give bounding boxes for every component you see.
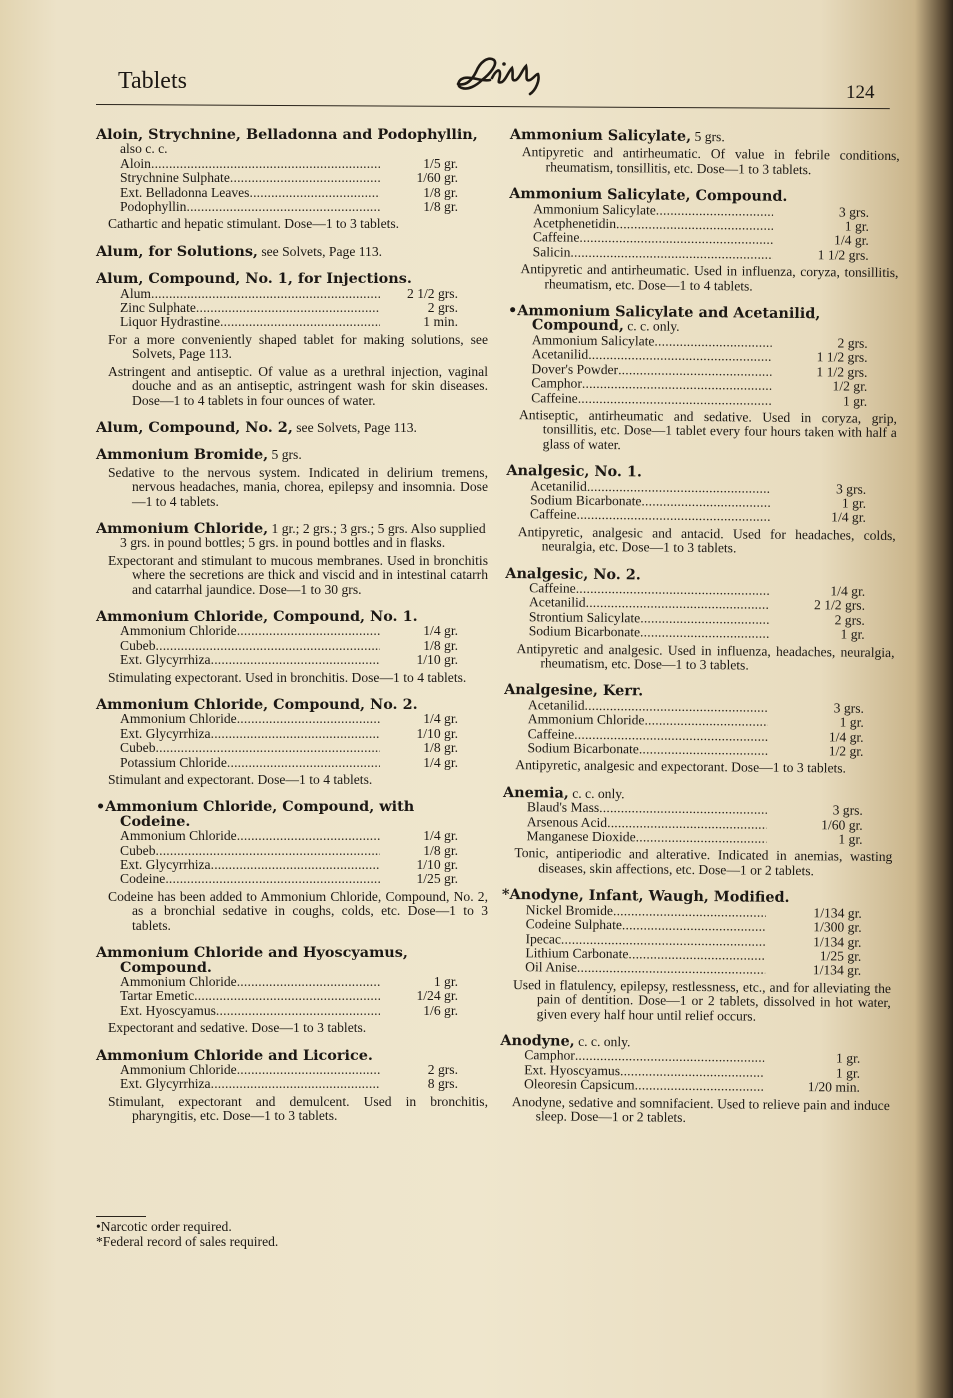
ingredient-row (530, 508, 896, 526)
ingredient-name: Ammonium Salicylate (531, 332, 655, 349)
entry-description: Sedative to the nervous system. Indicated in delirium tremens, nervous headaches, mania, chorea, epilepsy and insomnia. Dose—1 to 4 tablets. (108, 464, 488, 509)
ingredient-name: Acetanilid (530, 477, 587, 494)
leader-dots (156, 639, 381, 653)
ingredient-name: Codeine Sulphate (525, 916, 623, 933)
ingredient-amount: 1 gr. (836, 1050, 861, 1067)
footnote-narcotic: •Narcotic order required. (96, 1219, 232, 1234)
ingredient-row (527, 741, 893, 759)
leader-dots (220, 315, 380, 329)
ingredient-row (120, 315, 488, 329)
ingredient-amount: 1/8 gr. (423, 740, 458, 756)
ingredient-name: Cubeb (120, 637, 156, 653)
ingredient-row (531, 391, 897, 409)
leader-dots (620, 1064, 764, 1080)
ingredient-amount: 2 grs. (427, 300, 458, 316)
entry-title: Ammonium Salicylate, Compound. (509, 185, 788, 206)
page-number: 124 (846, 82, 875, 103)
tablet-entry (500, 1031, 891, 1128)
leader-dots (576, 508, 770, 524)
ingredient-amount: 1/2 gr. (828, 743, 864, 759)
tablet-entry (504, 564, 895, 675)
leader-dots (639, 742, 768, 758)
ingredient-name: Ext. Glycyrrhiza (120, 857, 211, 873)
entry-description: Stimulant, expectorant and demulcent. Used in bronchitis, pharyngitis, etc. Dose—1 to 3 tablets. (108, 1093, 488, 1124)
entry-heading (96, 946, 488, 975)
left-column (96, 128, 488, 1137)
ingredient-name: Alum (120, 285, 151, 301)
tablet-entry (96, 519, 488, 597)
entry-note: c. c. only. (578, 1033, 631, 1050)
entry-title: Analgesic, No. 2. (505, 564, 641, 583)
entry-heading (96, 448, 488, 462)
ingredient-row (120, 200, 488, 214)
ingredient-name: Arsenous Acid (526, 813, 608, 830)
entry-description: Cathartic and hepatic stimulant. Dose—1 to 3 tablets. (108, 216, 400, 232)
leader-dots (237, 624, 380, 638)
right-column (499, 128, 900, 1140)
ingredient-amount: 1/2 gr. (832, 378, 868, 394)
ingredient-amount: 1/4 gr. (828, 728, 864, 745)
tablet-entry (507, 304, 899, 455)
ingredient-amount: 1/8 gr. (423, 199, 458, 215)
entry-heading (96, 607, 488, 625)
ingredient-amount: 1/24 gr. (416, 988, 458, 1004)
leader-dots (227, 756, 380, 770)
leader-dots (211, 1077, 380, 1091)
entry-description: Antipyretic and antirheumatic. Used in influenza, coryza, tonsillitis, rheumatism, etc. Dose—1 to 4 tablets. (520, 261, 899, 294)
ingredient-row (120, 624, 488, 638)
tablet-entry (502, 783, 893, 880)
ingredient-name: Ammonium Salicylate (533, 200, 656, 218)
leader-dots (211, 653, 380, 667)
entry-heading (96, 242, 488, 260)
ingredient-name: Ammonium Chloride (120, 623, 237, 639)
ingredient-amount: 2 1/2 grs. (407, 285, 458, 301)
entry-description: Expectorant and sedative. Dose—1 to 3 tablets. (108, 1020, 367, 1036)
entry-note: c. c. only. (572, 785, 625, 802)
entry-note: also c. c. (120, 141, 168, 157)
entry-description: Stimulant and expectorant. Dose—1 to 4 tablets. (108, 772, 373, 788)
ingredient-row (120, 653, 488, 667)
ingredient-amount: 1/6 gr. (423, 1002, 458, 1018)
ingredient-row (120, 171, 488, 185)
ingredient-amount: 1/4 gr. (423, 711, 458, 727)
ingredient-amount: 1/134 gr. (813, 904, 862, 921)
entry-title: •Ammonium Salicylate and Acetanilid, Compound, (507, 302, 821, 335)
ingredient-row (120, 756, 488, 770)
entry-description: Codeine has been added to Ammonium Chloride, Compound, No. 2, as a bronchial sedative in coughs, colds, etc. Dose—1 to 3 tablets. (108, 888, 488, 933)
ingredient-row (529, 624, 895, 642)
entry-title: Alum, for Solutions, (96, 242, 258, 260)
leader-dots (636, 830, 767, 846)
leader-dots (216, 1004, 380, 1018)
ingredient-amount: 1/8 gr. (423, 842, 458, 858)
ingredient-name: Blaud's Mass (526, 799, 600, 816)
section-title: Tablets (118, 68, 187, 94)
ingredient-row (120, 727, 488, 741)
ingredient-name: Ammonium Chloride (120, 973, 237, 989)
ingredient-name: Ext. Hyoscyamus (120, 1002, 216, 1018)
ingredient-row (525, 961, 891, 979)
ingredient-name: Ammonium Chloride (120, 828, 237, 844)
ingredient-amount: 1 1/2 grs. (816, 349, 868, 366)
leader-dots (640, 611, 769, 627)
ingredient-name: Acetphenetidin (532, 215, 617, 232)
ingredient-name: Strontium Salicylate (528, 609, 641, 626)
entry-title: Anodyne, (500, 1031, 575, 1050)
entry-title: Ammonium Chloride, Compound, No. 2. (96, 696, 418, 713)
entry-description: For a more conveniently shaped tablet for making solutions, see Solvets, Page 113. (108, 331, 488, 362)
tablet-entry (96, 128, 488, 232)
entry-note: see Solvets, Page 113. (296, 419, 417, 435)
ingredient-amount: 3 grs. (835, 480, 867, 497)
entry-heading (96, 418, 488, 436)
ingredient-amount: 1/4 gr. (423, 754, 458, 770)
ingredient-row (120, 989, 488, 1003)
entry-heading (96, 519, 488, 551)
tablet-entry (96, 800, 488, 933)
lilly-logo (452, 50, 546, 100)
ingredient-name: Sodium Bicarbonate (530, 492, 642, 509)
ingredient-amount: 1/4 gr. (831, 509, 867, 526)
ingredient-amount: 1 min. (423, 314, 458, 330)
tablet-entry (508, 187, 899, 295)
entry-note: c. c. only. (627, 318, 680, 335)
ingredient-name: Caffeine (532, 229, 580, 246)
ingredient-amount: 1/4 gr. (423, 623, 458, 639)
entry-heading (96, 272, 488, 286)
ingredient-name: Dover's Powder (531, 360, 619, 377)
leader-dots (151, 287, 380, 301)
ingredient-name: Podophyllin (120, 199, 187, 215)
ingredient-row (120, 829, 488, 843)
entry-title: Ammonium Chloride and Licorice. (96, 1046, 373, 1064)
ingredient-row (533, 245, 899, 263)
ingredient-name: Nickel Bromide (525, 901, 614, 918)
ingredient-amount: 1/134 gr. (812, 962, 862, 979)
ingredient-amount: 3 grs. (832, 802, 863, 818)
ingredient-name: Acetanilid (527, 697, 585, 713)
ingredient-name: Ammonium Chloride (120, 711, 237, 727)
tablet-entry (96, 1046, 488, 1124)
tablet-entry (96, 946, 488, 1035)
entry-note: see Solvets, Page 113. (261, 243, 383, 259)
leader-dots (237, 829, 380, 843)
ingredient-amount: 1/8 gr. (423, 637, 458, 653)
ingredient-amount: 1 1/2 grs. (816, 363, 868, 380)
entry-heading (510, 128, 900, 146)
entry-description: Antipyretic and analgesic. Used in influenza, headaches, neuralgia, rheumatism, etc. Dose—1 to 3 tablets. (516, 640, 895, 673)
entry-title: Ammonium Salicylate, (509, 126, 692, 145)
entry-title: Ammonium Chloride, Compound, No. 1. (96, 607, 418, 625)
ingredient-amount: 1 gr. (842, 393, 868, 409)
ingredient-row (120, 844, 488, 858)
ingredient-row (120, 872, 488, 886)
ingredient-name: Lithium Carbonate (525, 945, 629, 962)
ingredient-name: Ext. Glycyrrhiza (120, 1076, 211, 1092)
entry-heading (96, 800, 488, 829)
ingredient-name: Acetanilid (528, 594, 586, 611)
entry-title: Ammonium Chloride and Hyoscyamus, Compound. (96, 944, 408, 976)
leader-dots (186, 200, 380, 214)
leader-dots (165, 872, 380, 886)
ingredient-name: Ext. Glycyrrhiza (120, 652, 211, 668)
ingredient-name: Liquor Hydrastine (120, 314, 221, 330)
entry-title: Ammonium Chloride, (96, 519, 269, 537)
ingredient-amount: 1 gr. (844, 218, 870, 234)
ingredient-amount: 1 gr. (838, 831, 863, 847)
tablet-entry (96, 242, 488, 260)
entry-description: Antipyretic and antirheumatic. Of value in febrile conditions, rheumatism, tonsillitis, etc. Dose—1 to 3 tablets. (521, 144, 900, 177)
ingredient-amount: 2 grs. (834, 612, 865, 628)
entry-title: Alum, Compound, No. 2, (96, 418, 293, 436)
leader-dots (635, 1079, 765, 1095)
leader-dots (249, 186, 380, 200)
entry-title: Analgesine, Kerr. (504, 681, 644, 700)
ingredient-amount: 3 grs. (838, 204, 870, 220)
entry-description: Antipyretic, analgesic and expectorant. Dose—1 to 3 tablets. (515, 757, 847, 776)
ingredient-row (120, 287, 488, 301)
leader-dots (578, 391, 772, 407)
leader-dots (640, 626, 769, 642)
ingredient-name: Ammonium Chloride (120, 1061, 237, 1077)
ingredient-row (524, 1077, 890, 1095)
ingredient-amount: 1 gr. (835, 1065, 861, 1081)
tablet-entry (96, 418, 488, 436)
ingredient-name: Ext. Belladonna Leaves (120, 184, 250, 200)
ingredient-name: Oil Anise (525, 959, 578, 976)
ingredient-name: Manganese Dioxide (526, 828, 636, 845)
tablet-entry (96, 698, 488, 787)
entry-description: Anodyne, sedative and somnifacient. Used to relieve pain and induce sleep. Dose—1 or 2 tablets. (511, 1093, 890, 1125)
entry-title: Alum, Compound, No. 1, for Injections. (96, 270, 412, 288)
ingredient-amount: 1/4 gr. (423, 828, 458, 844)
ingredient-row (527, 829, 893, 847)
ingredient-row (120, 712, 488, 726)
entry-title: Analgesic, No. 1. (506, 462, 643, 481)
ingredient-name: Strychnine Sulphate (120, 170, 230, 186)
leader-dots (211, 727, 380, 741)
leader-dots (156, 741, 381, 755)
leader-dots (156, 844, 381, 858)
leader-dots (237, 1063, 380, 1077)
leader-dots (237, 712, 380, 726)
footnotes (96, 1216, 278, 1249)
ingredient-amount: 1/134 gr. (813, 933, 862, 950)
ingredient-amount: 1/10 gr. (416, 857, 458, 873)
ingredient-row (120, 186, 488, 200)
tablet-entry (503, 683, 894, 777)
ingredient-row (120, 301, 488, 315)
ingredient-amount: 1/25 gr. (819, 948, 862, 964)
ingredient-name: Camphor (531, 375, 583, 391)
leader-dots (196, 301, 380, 315)
ingredient-amount: 1/8 gr. (423, 184, 458, 200)
entry-description: Used in flatulency, epilepsy, restlessness, etc., and for alleviating the pain of dentition. Dose—1 or 2 tablets, dissolved in hot water, given every half hour until relief occurs. (512, 976, 892, 1024)
ingredient-amount: 1/10 gr. (416, 652, 458, 668)
leader-dots (618, 363, 772, 379)
entry-description: Antiseptic, antirheumatic and sedative. Used in coryza, grip, tonsillitis, etc. Dose—1 tablet every four hours taken with half a glass of water. (518, 407, 898, 452)
ingredient-amount: 1 gr. (840, 626, 865, 642)
ingredient-name: Oleoresin Capsicum (523, 1076, 635, 1093)
ingredient-amount: 2 grs. (427, 1061, 458, 1077)
entry-title: •Ammonium Chloride, Compound, with Codeine. (96, 798, 415, 830)
ingredient-name: Cubeb (120, 842, 156, 858)
ingredient-name: Acetanilid (531, 346, 589, 363)
ingredient-amount: 1/4 gr. (834, 232, 869, 249)
entry-title: Ammonium Bromide, (96, 446, 269, 464)
leader-dots (654, 334, 771, 350)
leader-dots (616, 217, 773, 233)
entry-title: Anemia, (502, 783, 569, 802)
ingredient-name: Potassium Chloride (120, 754, 227, 770)
entry-title: *Anodyne, Infant, Waugh, Modified. (501, 886, 790, 907)
ingredient-amount: 1/60 gr. (821, 816, 863, 833)
ingredient-amount: 1/4 gr. (830, 583, 866, 599)
tablet-entry (96, 607, 488, 685)
ingredient-row (120, 1077, 488, 1091)
ingredient-name: Aloin (120, 155, 151, 171)
ingredient-name: Ext. Hyoscyamus (524, 1061, 621, 1078)
entry-note: 5 grs. (271, 447, 302, 463)
ingredient-amount: 1 gr. (839, 714, 864, 730)
ingredient-amount: 2 1/2 grs. (813, 597, 866, 614)
ingredient-amount: 1 gr. (433, 973, 458, 989)
ingredient-amount: 1/10 gr. (416, 725, 458, 741)
entry-note: 1 gr.; 2 grs.; 3 grs.; 5 grs. Also supplied 3 grs. in pound bottles; 5 grs. in pound bottles and in flasks. (120, 520, 486, 551)
entry-note: 5 grs. (694, 128, 725, 145)
ingredient-name: Caffeine (529, 506, 577, 523)
ingredient-name: Ammonium Chloride (527, 711, 645, 728)
entry-description: Astringent and antiseptic. Of value as a urethral injection, vaginal douche and as an antiseptic, astringent wash for skin diseases. Dose—1 to 4 tablets in four ounces of water. (108, 363, 488, 408)
ingredient-name: Salicin (532, 244, 571, 260)
ingredient-amount: 1/5 gr. (423, 155, 458, 171)
ingredient-amount: 8 grs. (427, 1076, 458, 1092)
leader-dots (644, 714, 767, 730)
leader-dots (237, 975, 380, 989)
ingredient-name: Sodium Bicarbonate (528, 623, 641, 640)
tablet-entry (96, 272, 488, 408)
ingredient-name: Cubeb (120, 740, 156, 756)
header-rule (96, 104, 890, 109)
ingredient-row (120, 858, 488, 872)
leader-dots (570, 245, 772, 262)
ingredient-name: Ipecac (525, 930, 562, 947)
ingredient-amount: 1/300 gr. (813, 919, 862, 935)
ingredient-amount: 1 gr. (841, 495, 867, 511)
footnote-rule (96, 1216, 146, 1217)
ingredient-row (120, 1004, 488, 1018)
ingredient-amount: 1/60 gr. (416, 170, 458, 186)
ingredient-amount: 1 1/2 grs. (817, 247, 869, 263)
entry-description: Expectorant and stimulant to mucous membranes. Used in bronchitis where the secretions are thick and viscid and in intestinal catarrh and catarrhal jaundice. Dose—1 to 30 grs. (108, 552, 488, 597)
leader-dots (151, 157, 380, 171)
entry-heading (96, 1046, 488, 1064)
ingredient-name: Zinc Sulphate (120, 300, 196, 316)
footnote-federal: *Federal record of sales required. (96, 1234, 279, 1249)
entry-description: Stimulating expectorant. Used in bronchitis. Dose—1 to 4 tablets. (108, 669, 467, 685)
leader-dots (628, 947, 765, 963)
ingredient-row (120, 741, 488, 755)
ingredient-name: Camphor (524, 1047, 575, 1064)
leader-dots (656, 203, 773, 219)
ingredient-name: Caffeine (529, 580, 576, 596)
entry-heading (96, 698, 488, 712)
ingredient-amount: 3 grs. (833, 700, 865, 716)
leader-dots (194, 989, 380, 1003)
ingredient-name: Sodium Bicarbonate (527, 740, 639, 757)
ingredient-amount: 1/25 gr. (416, 871, 458, 887)
ingredient-row (120, 639, 488, 653)
entry-title: Aloin, Strychnine, Belladonna and Podophyllin, (96, 126, 478, 143)
leader-dots (211, 858, 380, 872)
tablet-entry (96, 448, 488, 509)
ingredient-amount: 2 grs. (837, 335, 868, 351)
ingredient-name: Ext. Glycyrrhiza (120, 725, 211, 741)
leader-dots (622, 918, 766, 934)
ingredient-name: Caffeine (531, 389, 578, 406)
entry-heading (96, 128, 488, 157)
ingredient-name: Tartar Emetic (120, 988, 195, 1004)
ingredient-name: Caffeine (527, 725, 575, 742)
leader-dots (641, 494, 770, 510)
tablet-entry (506, 464, 897, 558)
leader-dots (230, 171, 380, 185)
ingredient-row (120, 1063, 488, 1077)
entry-description: Antipyretic, analgesic and antacid. Used for headaches, colds, neuralgia, etc. Dose—1 to 3 tablets. (517, 523, 896, 556)
ingredient-name: Codeine (120, 871, 166, 887)
leader-dots (577, 961, 765, 977)
tablet-entry (510, 128, 900, 178)
ingredient-row (120, 157, 488, 171)
entry-description: Tonic, antiperiodic and alterative. Indicated in anemias, wasting diseases, skin affections, etc. Dose—1 or 2 tablets. (514, 845, 893, 879)
ingredient-row (120, 975, 488, 989)
ingredient-amount: 1/20 min. (807, 1079, 861, 1095)
tablet-entry (501, 888, 892, 1025)
leader-dots (613, 904, 766, 920)
